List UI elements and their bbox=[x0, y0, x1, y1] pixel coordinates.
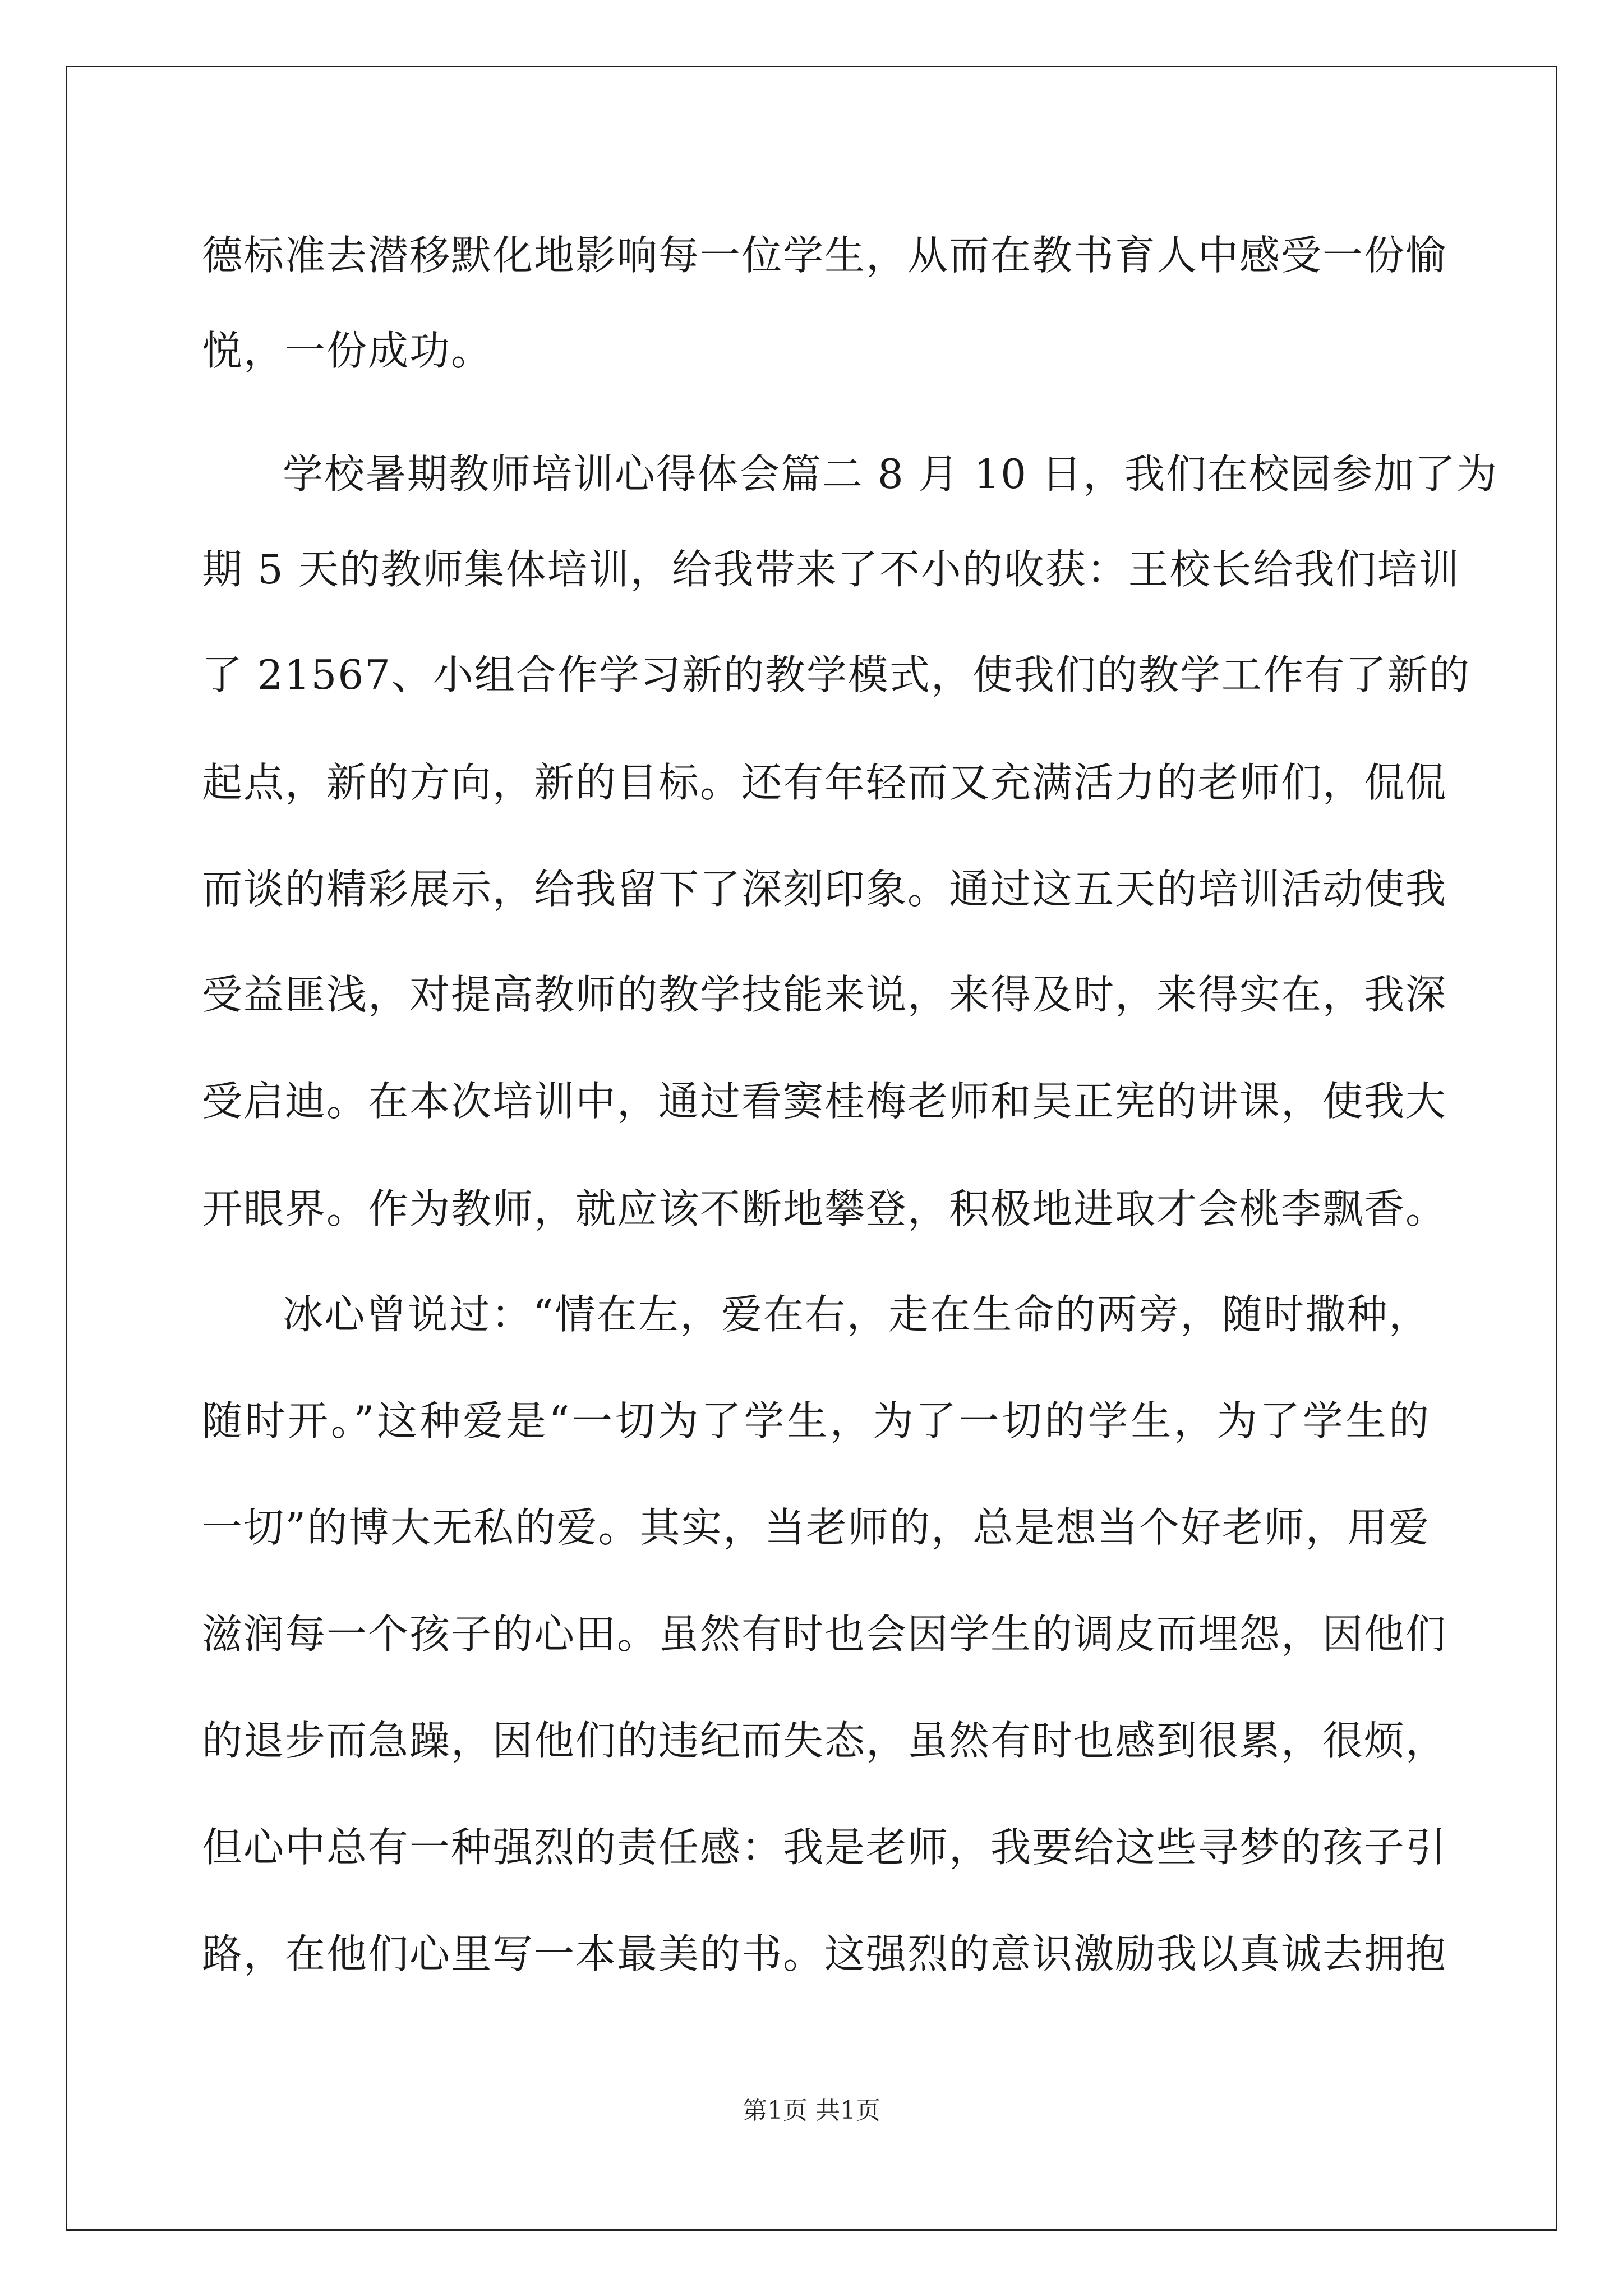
text-line-1: 德标准去潜移默化地影响每一位学生，从而在教书育人中感受一份愉 bbox=[202, 232, 1447, 279]
text-line-15: 的退步而急躁，因他们的违纪而失态，虽然有时也感到很累，很烦， bbox=[202, 1717, 1447, 1764]
text-line-2: 悦，一份成功。 bbox=[202, 327, 493, 374]
page-number-footer: 第1页 共1页 bbox=[743, 2096, 880, 2125]
text-line-16: 但心中总有一种强烈的责任感：我是老师，我要给这些寻梦的孩子引 bbox=[202, 1824, 1447, 1871]
text-line-7: 而谈的精彩展示，给我留下了深刻印象。通过这五天的培训活动使我 bbox=[202, 866, 1447, 913]
text-line-17: 路，在他们心里写一本最美的书。这强烈的意识激励我以真诚去拥抱 bbox=[202, 1930, 1447, 1977]
text-line-3: 学校暑期教师培训心得体会篇二 8 月 10 日，我们在校园参加了为 bbox=[283, 450, 1498, 498]
text-line-8: 受益匪浅，对提高教师的教学技能来说，来得及时，来得实在，我深 bbox=[202, 971, 1447, 1018]
text-line-6: 起点，新的方向，新的目标。还有年轻而又充满活力的老师们，侃侃 bbox=[202, 759, 1447, 806]
text-line-12: 随时开。”这种爱是“一切为了学生，为了一切的学生，为了学生的 bbox=[202, 1397, 1430, 1444]
text-line-4: 期 5 天的教师集体培训，给我带来了不小的收获：王校长给我们培训 bbox=[202, 546, 1460, 593]
page-border bbox=[66, 66, 1557, 2231]
text-line-5: 了 21567、小组合作学习新的教学模式，使我们的教学工作有了新的 bbox=[202, 651, 1470, 698]
text-line-14: 滋润每一个孩子的心田。虽然有时也会因学生的调皮而埋怨，因他们 bbox=[202, 1611, 1447, 1658]
text-line-9: 受启迪。在本次培训中，通过看窦桂梅老师和吴正宪的讲课，使我大 bbox=[202, 1078, 1447, 1125]
text-line-10: 开眼界。作为教师，就应该不断地攀登，积极地进取才会桃李飘香。 bbox=[202, 1185, 1447, 1232]
text-line-11: 冰心曾说过：“情在左，爱在右，走在生命的两旁，随时撒种， bbox=[283, 1291, 1430, 1338]
text-line-13: 一切”的博大无私的爱。其实，当老师的，总是想当个好老师，用爱 bbox=[202, 1504, 1430, 1551]
